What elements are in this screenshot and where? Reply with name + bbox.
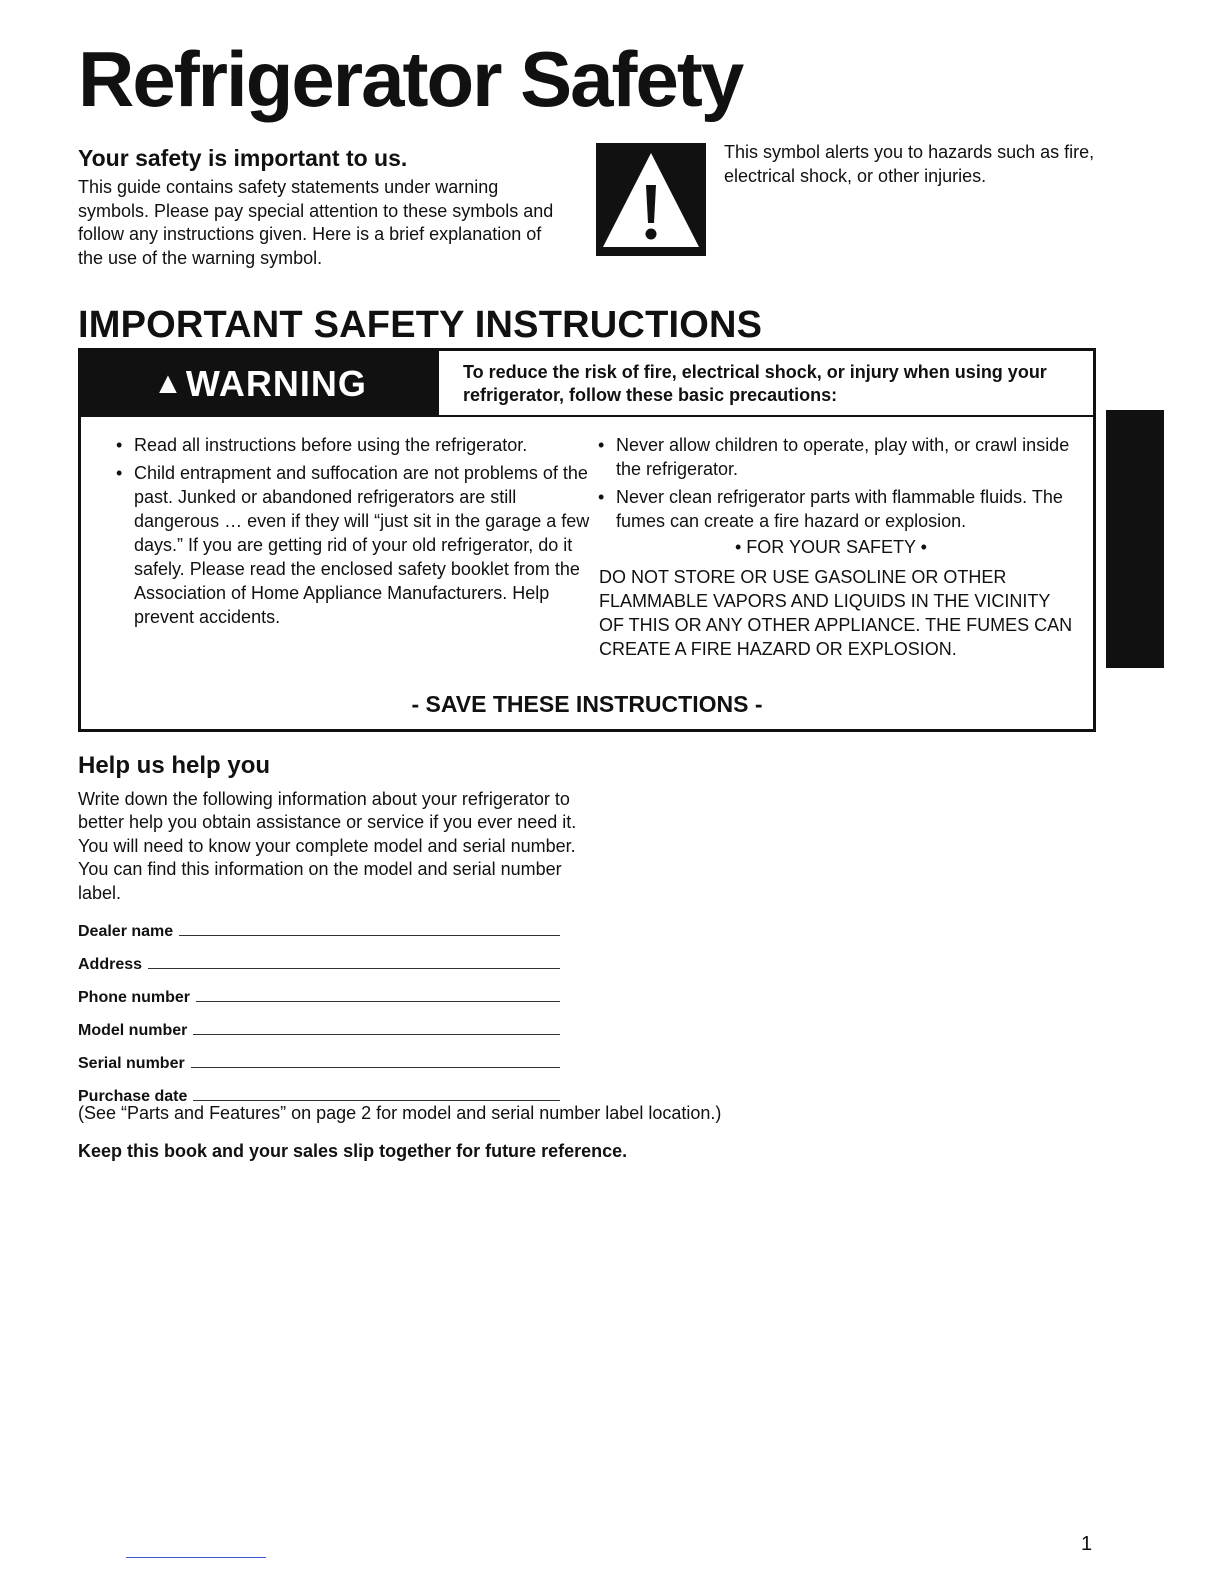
- serial-number-field[interactable]: [191, 1066, 560, 1068]
- warning-intro-text: To reduce the risk of fire, electrical shock, or injury when using your refrigerator, follow these basic precautions:: [463, 362, 1047, 405]
- field-label: Dealer name: [78, 923, 174, 940]
- field-label: Phone number: [78, 989, 191, 1006]
- page-number: 1: [1081, 1533, 1093, 1555]
- purchase-date-field[interactable]: [193, 1099, 560, 1101]
- record-form: [78, 908, 560, 1106]
- form-row-phone-number: [78, 974, 560, 1007]
- form-row-serial-number: [78, 1040, 560, 1073]
- help-body: Write down the following information about your refrigerator to better help you obtain assistance or service if you ever need it. You will need to know your complete model and serial number. You can find this information on the model and serial number label.: [78, 789, 577, 903]
- symbol-explanation: This symbol alerts you to hazards such as fire, electrical shock, or other injuries.: [724, 142, 1095, 186]
- field-label: Purchase date: [78, 1088, 188, 1105]
- precautions-left-list: [114, 433, 594, 633]
- list-item: • Read all instructions before using the refrigerator.: [114, 433, 594, 457]
- warning-label: [81, 351, 439, 417]
- warning-label-text: WARNING: [185, 363, 367, 404]
- field-label: Model number: [78, 1022, 188, 1039]
- save-instructions: - SAVE THESE INSTRUCTIONS -: [411, 691, 763, 717]
- dealer-name-field[interactable]: [179, 934, 560, 936]
- warning-symbol-box: [596, 143, 706, 256]
- list-item: • Never clean refrigerator parts with flammable fluids. The fumes can create a fire hazard or explosion.: [596, 485, 1086, 533]
- list-item: • Child entrapment and suffocation are not problems of the past. Junked or abandoned refrigerators are still dangerous … even if they will “just sit in the garage a few days.” If you are getting rid of your old refrigerator, do it safely. Please read the enclosed safety booklet from the Association of Home Appliance Manufacturers. Help prevent accidents.: [114, 461, 594, 629]
- form-row-model-number: [78, 1007, 560, 1040]
- form-row-address: [78, 941, 560, 974]
- address-field[interactable]: [148, 967, 560, 969]
- page-title: Refrigerator Safety: [78, 35, 743, 123]
- bottom-rule: [126, 1557, 266, 1558]
- important-safety-heading: IMPORTANT SAFETY INSTRUCTIONS: [78, 304, 763, 346]
- gasoline-notice: DO NOT STORE OR USE GASOLINE OR OTHER FLAMMABLE VAPORS AND LIQUIDS IN THE VICINITY OF THIS OR ANY OTHER APPLIANCE. THE FUMES CAN CREATE A FIRE HAZARD OR EXPLOSION.: [599, 567, 1073, 659]
- intro-body: This guide contains safety statements under warning symbols. Please pay special attention to these symbols and follow any instructions given. Here is a brief explanation of the use of the warning symbol.: [78, 177, 554, 268]
- model-number-field[interactable]: [193, 1033, 560, 1035]
- help-heading: Help us help you: [78, 752, 271, 779]
- field-label: Address: [78, 956, 143, 973]
- label-location-note: (See “Parts and Features” on page 2 for model and serial number label location.): [78, 1103, 722, 1123]
- form-row-dealer-name: [78, 908, 560, 941]
- form-row-purchase-date: [78, 1073, 560, 1106]
- for-your-safety: • FOR YOUR SAFETY •: [735, 537, 927, 557]
- warning-box: [78, 348, 1096, 732]
- warning-triangle-icon: [596, 143, 706, 256]
- section-tab: [1106, 410, 1164, 668]
- list-item: • Never allow children to operate, play with, or crawl inside the refrigerator.: [596, 433, 1086, 481]
- phone-number-field[interactable]: [196, 1000, 560, 1002]
- precautions-right-list: [596, 433, 1086, 537]
- intro-heading: Your safety is important to us.: [78, 145, 408, 171]
- warning-triangle-icon: ▲: [153, 367, 184, 400]
- keep-book-note: Keep this book and your sales slip together for future reference.: [78, 1141, 628, 1161]
- field-label: Serial number: [78, 1055, 185, 1072]
